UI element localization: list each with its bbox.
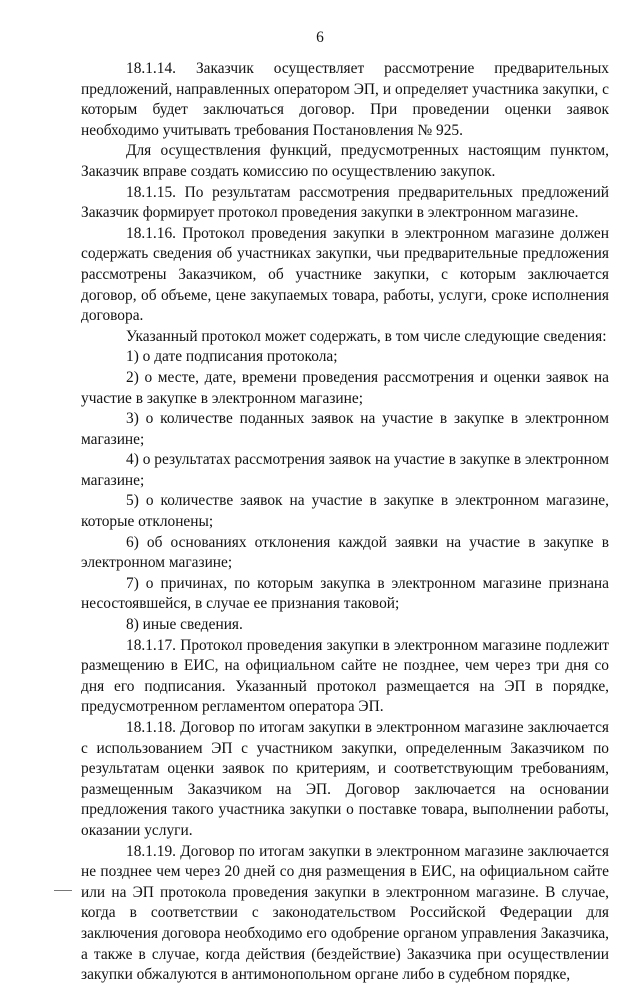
list-item-1: 1) о дате подписания протокола;: [126, 348, 338, 366]
paragraph-commission: Для осуществления функций, предусмотренных настоящим пунктом, Заказчик вправе создать комиссию по осуществлению закупок.: [81, 142, 609, 180]
paragraph-18-1-19: 18.1.19. Договор по итогам закупки в электронном магазине заключается не позднее чем через 20 дней со дня размещения в ЕИС, на официальном сайте или на ЭП протокола проведения закупки в электронном магазине. В случае, когда в соответствии с законодательством Российской Федерации для заключения договора необходимо его одобрение органом управления Заказчика, а также в случае, когда действия (бездействие) Заказчика при осуществлении закупки обжалуются в антимонопольном органе либо в судебном порядке,: [81, 842, 609, 984]
paragraph-18-1-17: 18.1.17. Протокол проведения закупки в электронном магазине подлежит размещению в ЕИС, на официальном сайте не позднее, чем через три дня со дня его подписания. Указанный протокол размещается на ЭП в порядке, предусмотренном регламентом оператора ЭП.: [81, 636, 609, 716]
paragraph-18-1-15: 18.1.15. По результатам рассмотрения предварительных предложений Заказчик формирует протокол проведения закупки в электронном магазине.: [81, 183, 609, 222]
list-item-2: 2) о месте, дате, времени проведения рассмотрения и оценки заявок на участие в закупке в электронном магазине;: [81, 368, 609, 407]
list-item-7: 7) о причинах, по которым закупка в электронном магазине признана несостоявшейся, в случае ее признания таковой;: [81, 574, 609, 613]
list-item-8: 8) иные сведения.: [126, 616, 243, 634]
list-item-4: 4) о результатах рассмотрения заявок на участие в закупке в электронном магазине;: [81, 451, 609, 489]
paragraph-protocol-contents: Указанный протокол может содержать, в том числе следующие сведения:: [126, 327, 607, 345]
paragraph-18-1-18: 18.1.18. Договор по итогам закупки в электронном магазине заключается с использованием ЭП с участником закупки, определенным Заказчиком по результатам оценки заявок по критериям, и соответствующим требованиям, размещенным Заказчиком на ЭП. Договор заключается на основании предложения такого участника закупки о поставке товара, выполнении работы, оказании услуги.: [81, 719, 609, 839]
list-item-6: 6) об основаниях отклонения каждой заявки на участие в закупке в электронном магазине;: [81, 533, 609, 572]
document-body: [81, 59, 609, 986]
paragraph-18-1-14: 18.1.14. Заказчик осуществляет рассмотрение предварительных предложений, направленных оператором ЭП, и определяет участника закупки, с которым будет заключаться договор. При проведении оценки заявок необходимо учитывать требования Постановления № 925.: [81, 60, 609, 139]
list-item-5: 5) о количестве заявок на участие в закупке в электронном магазине, которые отклонены;: [81, 492, 609, 531]
footer-divider: [54, 890, 72, 891]
list-item-3: 3) о количестве поданных заявок на участие в закупке в электронном магазине;: [81, 410, 609, 448]
page-number: 6: [316, 29, 324, 46]
paragraph-18-1-16: 18.1.16. Протокол проведения закупки в электронном магазине должен содержать сведения об участниках закупки, чьи предварительные предложения рассмотрены Заказчиком, об участнике закупки, с которым заключается договор, об объеме, цене закупаемых товара, работы, услуги, сроке исполнения договора.: [81, 224, 609, 325]
